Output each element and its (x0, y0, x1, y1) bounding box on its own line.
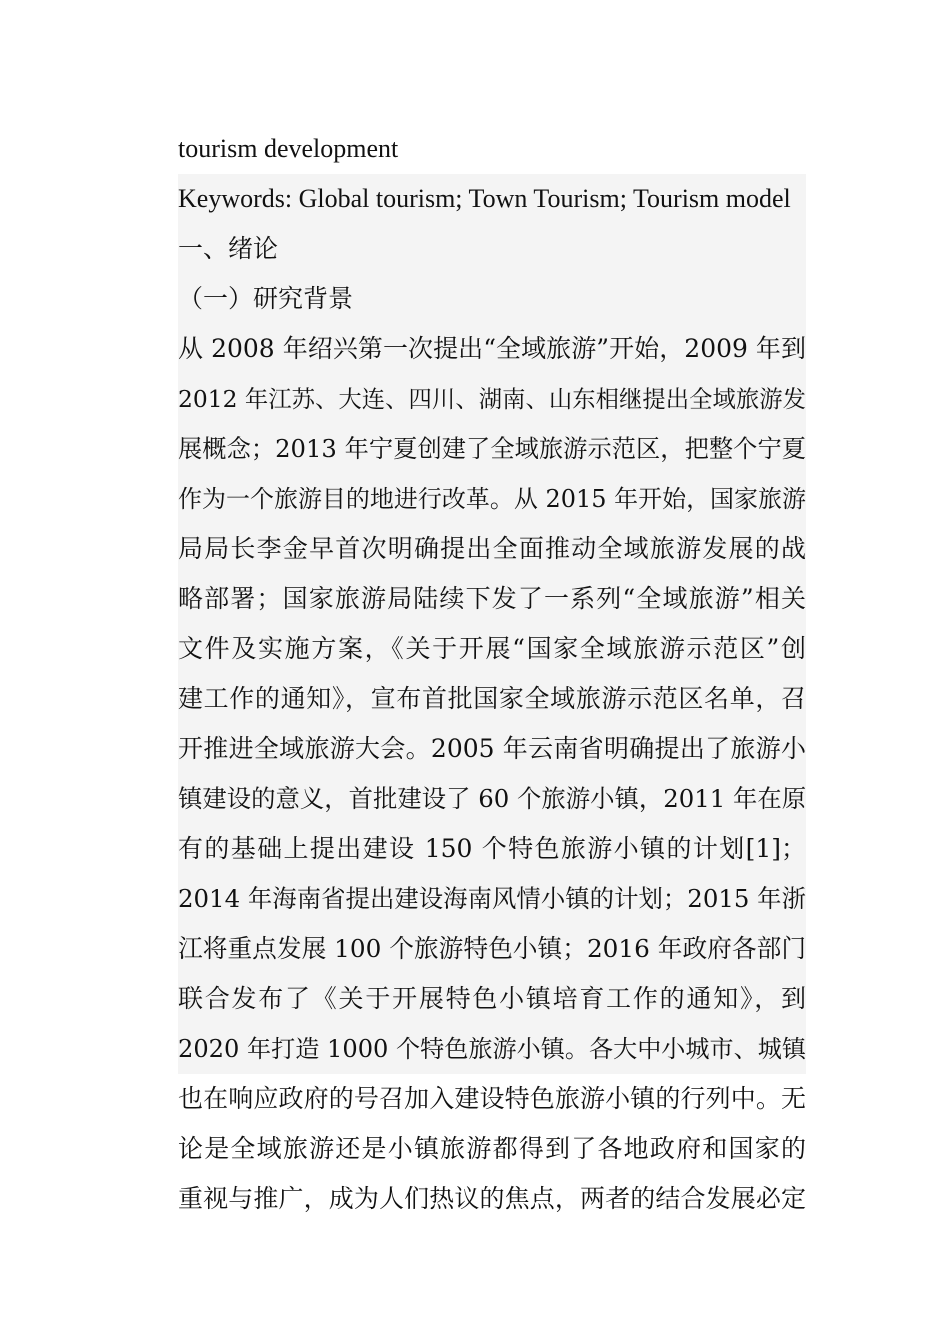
body-line: 从 2008 年绍兴第一次提出“全域旅游”开始，2009 年到 (178, 324, 806, 374)
body-line: 作为一个旅游目的地进行改革。从 2015 年开始，国家旅游 (178, 474, 806, 524)
body-line: 建工作的通知》，宣布首批国家全域旅游示范区名单，召 (178, 674, 806, 724)
abstract-tail-text: tourism development (178, 134, 399, 163)
body-line: 文件及实施方案，《关于开展“国家全域旅游示范区”创 (178, 624, 806, 674)
body-line: 重视与推广，成为人们热议的焦点，两者的结合发展必定 (178, 1184, 806, 1213)
keywords-line: Keywords: Global tourism; Town Tourism; Tourism model (178, 174, 806, 224)
body-line: 略部署；国家旅游局陆续下发了一系列“全域旅游”相关 (178, 574, 806, 624)
body-line: 开推进全域旅游大会。2005 年云南省明确提出了旅游小 (178, 724, 806, 774)
body-line: 镇建设的意义，首批建设了 60 个旅游小镇，2011 年在原 (178, 774, 806, 824)
body-line: 论是全域旅游还是小镇旅游都得到了各地政府和国家的 (178, 1134, 806, 1163)
body-line: 展概念；2013 年宁夏创建了全域旅游示范区，把整个宁夏 (178, 424, 806, 474)
body-line: 2012 年江苏、大连、四川、湖南、山东相继提出全域旅游发 (178, 374, 806, 424)
body-line: 联合发布了《关于开展特色小镇培育工作的通知》，到 (178, 974, 806, 1024)
subsection-heading: （一）研究背景 (178, 274, 806, 324)
section-heading: 一、绪论 (178, 224, 806, 274)
body-line: 有的基础上提出建设 150 个特色旅游小镇的计划[1]； (178, 824, 806, 874)
body-paragraph (178, 324, 806, 1224)
body-line: 2014 年海南省提出建设海南风情小镇的计划；2015 年浙 (178, 874, 806, 924)
body-line: 江将重点发展 100 个旅游特色小镇；2016 年政府各部门 (178, 924, 806, 974)
body-line: 2020 年打造 1000 个特色旅游小镇。各大中小城市、城镇 (178, 1024, 806, 1074)
document-content (178, 124, 806, 1224)
body-line: 局局长李金早首次明确提出全面推动全域旅游发展的战 (178, 524, 806, 574)
body-line: 也在响应政府的号召加入建设特色旅游小镇的行列中。无 (178, 1084, 806, 1113)
